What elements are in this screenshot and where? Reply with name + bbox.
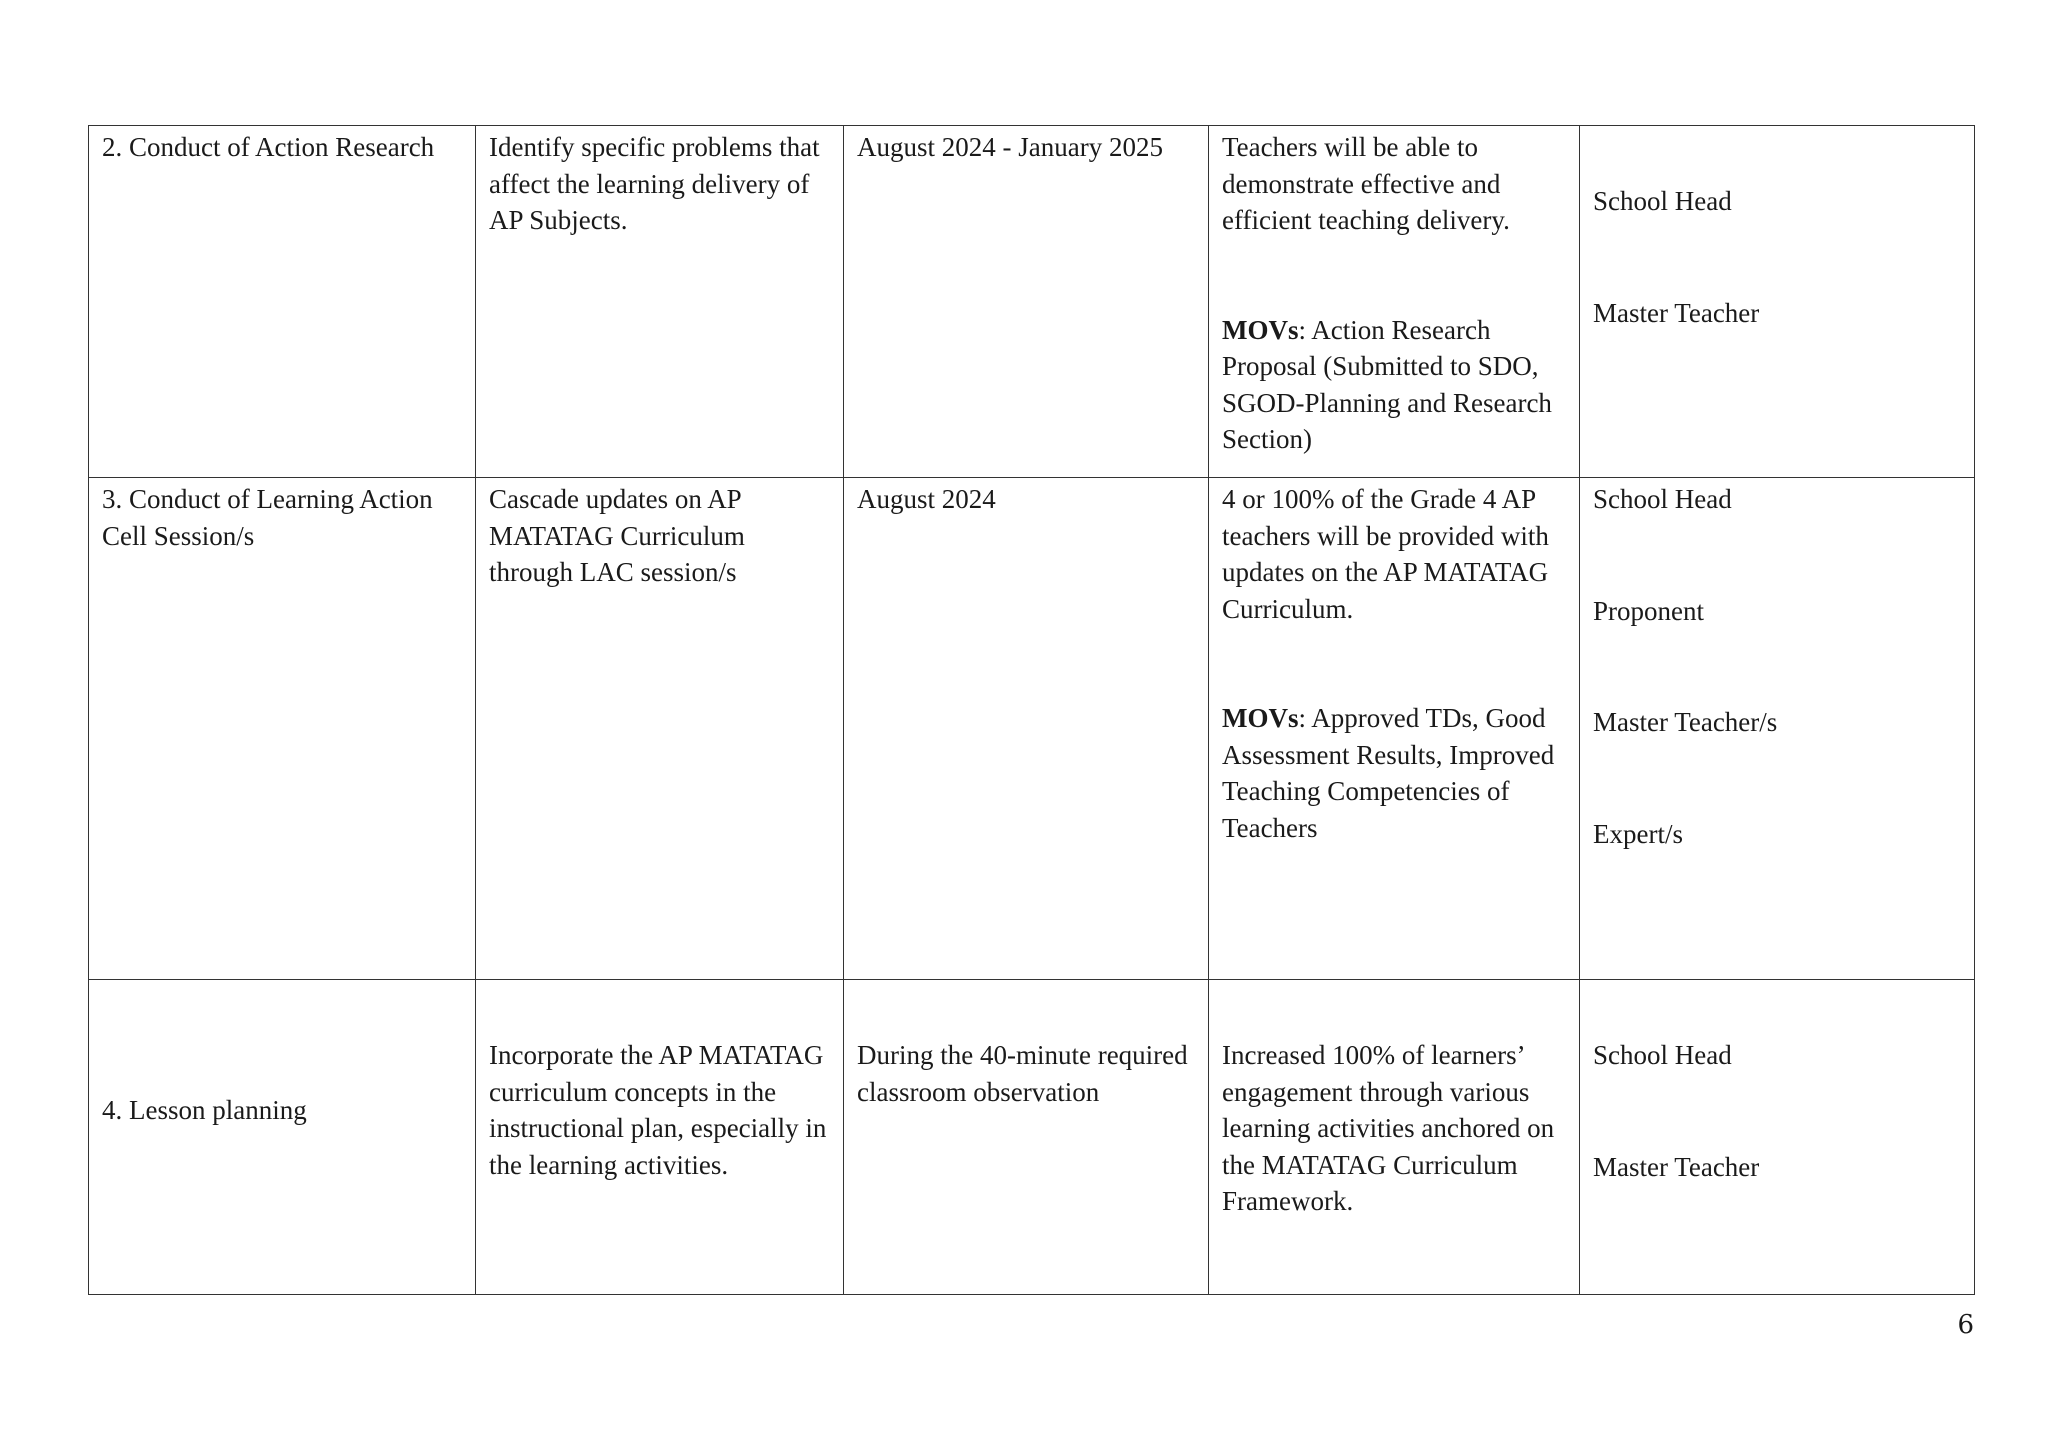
activity-cell [89, 980, 476, 1295]
activity-cell [89, 478, 476, 980]
objective-cell [476, 980, 844, 1295]
indicator-cell [1209, 478, 1580, 980]
person-name: Proponent [1593, 595, 1704, 626]
person-name: School Head [1593, 1040, 1732, 1070]
movs-text [1222, 312, 1567, 458]
persons-cell [1580, 980, 1975, 1295]
persons-cell [1580, 478, 1975, 980]
movs-label: MOVs [1222, 314, 1299, 345]
person-name: Master Teacher/s [1593, 707, 1778, 737]
table-row [89, 478, 1975, 980]
indicator-text: Increased 100% of learners’ engagement through various learning activities anchored on the MATATAG Curriculum Framework. [1222, 1040, 1555, 1216]
activity-cell [89, 126, 476, 478]
objective-cell [476, 126, 844, 478]
timeframe-text: August 2024 [857, 484, 996, 514]
activity-text: 3. Conduct of Learning Action Cell Session/s [102, 484, 433, 551]
person-name: School Head [1593, 484, 1732, 514]
indicator-text: 4 or 100% of the Grade 4 AP teachers will be provided with updates on the AP MATATAG Curriculum. [1222, 484, 1549, 624]
movs-detail: : Action Research Proposal (Submitted to SDO, SGOD-Planning and Research Section) [1222, 314, 1552, 454]
person-name: Expert/s [1593, 818, 1683, 849]
timeframe-cell [844, 126, 1209, 478]
action-plan-table [88, 125, 1975, 1295]
objective-text: Cascade updates on AP MATATAG Curriculum through LAC session/s [489, 484, 745, 587]
movs-detail: : Approved TDs, Good Assessment Results, Improved Teaching Competencies of Teachers [1222, 703, 1555, 843]
person-name: Master Teacher [1593, 1151, 1760, 1182]
activity-text: 2. Conduct of Action Research [102, 132, 435, 162]
movs-text [1222, 700, 1567, 846]
person-name: School Head [1593, 186, 1732, 216]
indicator-text: Teachers will be able to demonstrate effective and efficient teaching delivery. [1222, 132, 1510, 235]
table-row [89, 980, 1975, 1295]
page-number: 6 [1957, 1310, 1974, 1340]
persons-cell [1580, 126, 1975, 478]
activity-text: 4. Lesson planning [102, 1095, 307, 1125]
person-name: Master Teacher [1593, 297, 1760, 328]
objective-text: Incorporate the AP MATATAG curriculum concepts in the instructional plan, especially in the learning activities. [489, 1040, 827, 1180]
indicator-cell [1209, 980, 1580, 1295]
table-row [89, 126, 1975, 478]
objective-text: Identify specific problems that affect the learning delivery of AP Subjects. [489, 132, 820, 235]
objective-cell [476, 478, 844, 980]
timeframe-text: During the 40-minute required classroom observation [857, 1040, 1188, 1107]
indicator-cell [1209, 126, 1580, 478]
timeframe-cell [844, 478, 1209, 980]
movs-label: MOVs [1222, 703, 1299, 733]
timeframe-text: August 2024 - January 2025 [857, 132, 1163, 162]
timeframe-cell [844, 980, 1209, 1295]
